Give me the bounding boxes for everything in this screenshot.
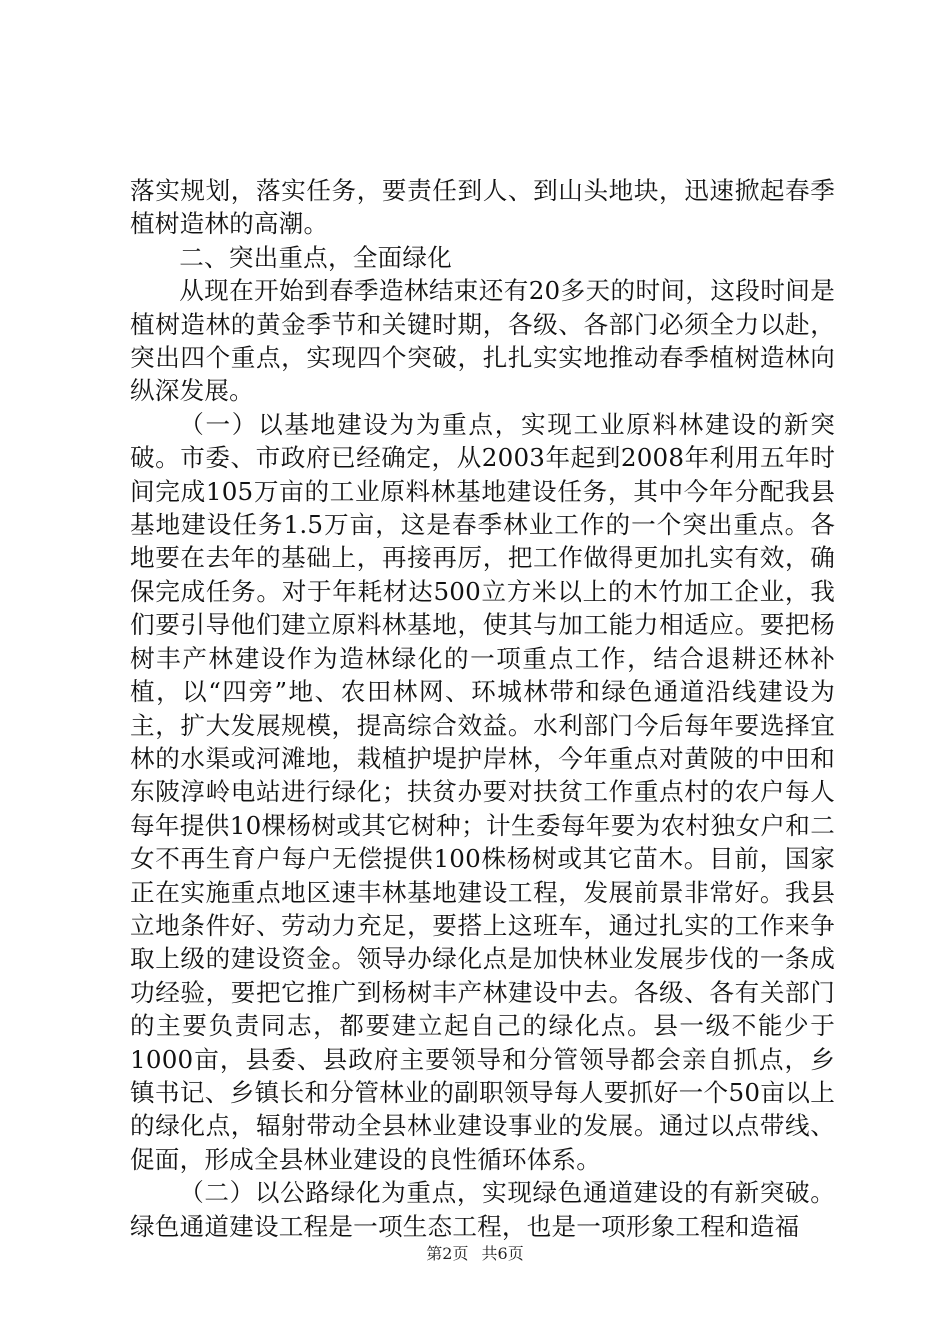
page-total: 共6页	[481, 1244, 524, 1263]
section-heading: 二、突出重点，全面绿化	[179, 242, 452, 272]
paragraph-intro: 从现在开始到春季造林结束还有20多天的时间，这段时间是植树造林的黄金季节和关键时期，各级、各部门必须全力以赴，突出四个重点，实现四个突破，扎扎实实地推动春季植树造林向纵深发展。	[130, 276, 835, 406]
document-body	[130, 174, 835, 1243]
paragraph-continued: 落实规划，落实任务，要责任到人、到山头地块，迅速掀起春季植树造林的高潮。	[130, 176, 835, 239]
page-footer	[0, 1244, 950, 1264]
page-number: 第2页	[426, 1244, 469, 1263]
paragraph-subsection-2: （二）以公路绿化为重点，实现绿色通道建设的有新突破。绿色通道建设工程是一项生态工程，也是一项形象工程和造福	[130, 1178, 835, 1241]
paragraph-subsection-1: （一）以基地建设为为重点，实现工业原料林建设的新突破。市委、市政府已经确定，从2003年起到2008年利用五年时间完成105万亩的工业原料林基地建设任务，其中今年分配我县基地建设任务1.5万亩，这是春季林业工作的一个突出重点。各地要在去年的基础上，再接再厉，把工作做得更加扎实有效，确保完成任务。对于年耗材达500立方米以上的木竹加工企业，我们要引导他们建立原料林基地，使其与加工能力相适应。要把杨树丰产林建设作为造林绿化的一项重点工作，结合退耕还林补植，以“四旁”地、农田林网、环城林带和绿色通道沿线建设为主，扩大发展规模，提高综合效益。水利部门今后每年要选择宜林的水渠或河滩地，栽植护堤护岸林，今年重点对黄陂的中田和东陂淳岭电站进行绿化；扶贫办要对扶贫工作重点村的农户每人每年提供10棵杨树或其它树种；计生委每年要为农村独女户和二女不再生育户每户无偿提供100株杨树或其它苗木。目前，国家正在实施重点地区速丰林基地建设工程，发展前景非常好。我县立地条件好、劳动力充足，要搭上这班车，通过扎实的工作来争取上级的建设资金。领导办绿化点是加快林业发展步伐的一条成功经验，要把它推广到杨树丰产林建设中去。各级、各有关部门的主要负责同志，都要建立起自己的绿化点。县一级不能少于1000亩，县委、县政府主要领导和分管领导都会亲自抓点，乡镇书记、乡镇长和分管林业的副职领导每人要抓好一个50亩以上的绿化点，辐射带动全县林业建设事业的发展。通过以点带线、促面，形成全县林业建设的良性循环体系。	[130, 409, 835, 1174]
